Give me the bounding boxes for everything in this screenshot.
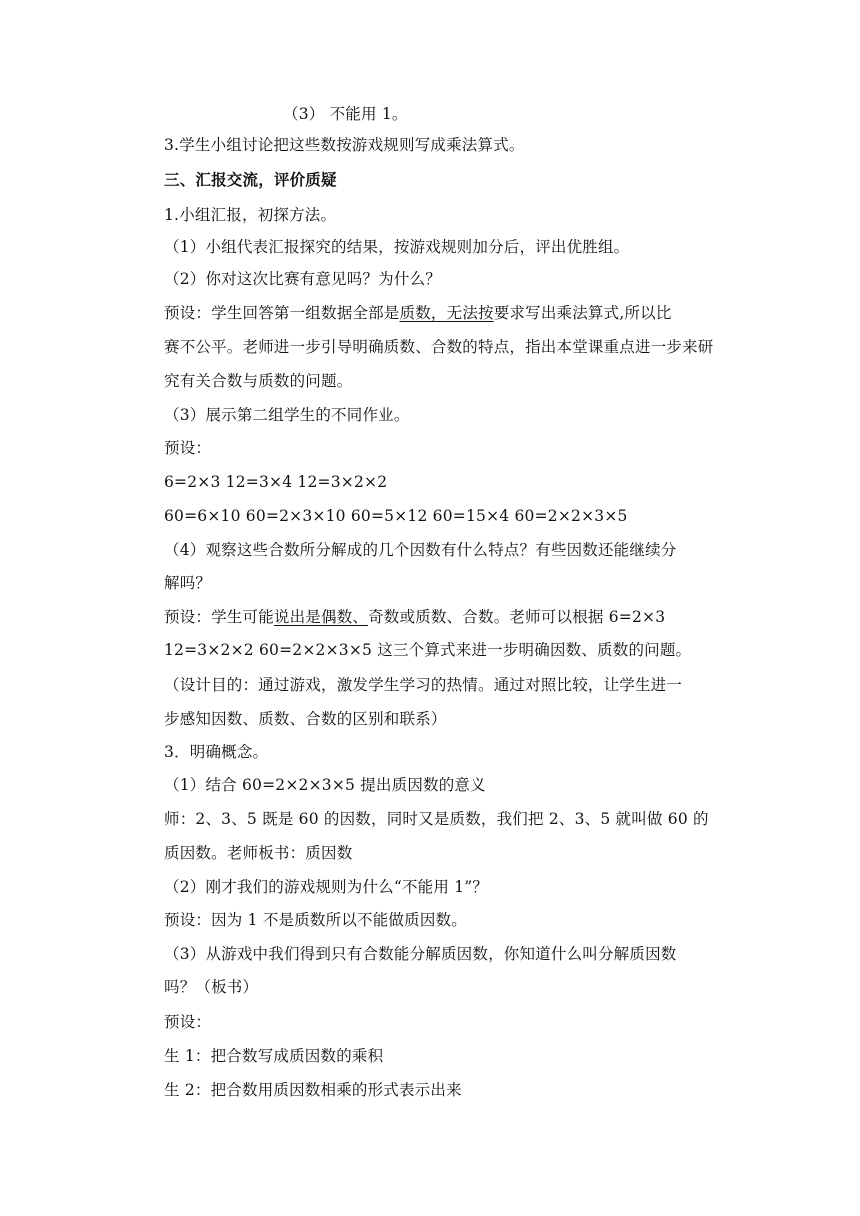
text-segment: 预设：学生回答第一组数据全部是: [164, 304, 400, 322]
paragraph-line: 预设：: [164, 1013, 212, 1031]
paragraph-line: 步感知因数、质数、合数的区别和联系）: [164, 710, 447, 728]
paragraph-line: （4）观察这些合数所分解成的几个因数有什么特点？有些因数还能继续分: [164, 541, 677, 559]
paragraph-line: 解吗？: [164, 574, 212, 592]
paragraph-line: 赛不公平。老师进一步引导明确质数、合数的特点，指出本堂课重点进一步来研: [164, 338, 714, 356]
text-segment: 要求写出乘法算式,所以比: [493, 304, 672, 322]
paragraph-line: （2）刚才我们的游戏规则为什么“不能用 1”？: [164, 878, 489, 896]
paragraph-line: 师：2、3、5 既是 60 的因数，同时又是质数，我们把 2、3、5 就叫做 60 的: [164, 810, 709, 828]
paragraph-line: （设计目的：通过游戏，激发学生学习的热情。通过对照比较，让学生进一: [164, 676, 683, 694]
paragraph-line: 究有关合数与质数的问题。: [164, 372, 353, 390]
paragraph-line: 吗？（板书）: [164, 978, 259, 996]
paragraph-line: 预设：因为 1 不是质数所以不能做质因数。: [164, 911, 467, 929]
step-1-heading: 1.小组汇报，初探方法。: [164, 206, 337, 224]
text-segment: 奇数或质数、合数。老师可以根据 6=2×3: [368, 608, 666, 626]
underlined-text: 说出是偶数、: [273, 608, 369, 626]
rule-item-3: （3） 不能用 1。: [283, 105, 408, 123]
paragraph-line: 12=3×2×2 60=2×2×3×5 这三个算式来进一步明确因数、质数的问题。: [164, 641, 692, 659]
paragraph-line: （2）你对这次比赛有意见吗？为什么？: [164, 270, 441, 288]
paragraph-line: 预设：: [164, 439, 212, 457]
equation-line: 60=6×10 60=2×3×10 60=5×12 60=15×4 60=2×2×3×5: [164, 507, 628, 525]
paragraph-line: （1）结合 60=2×2×3×5 提出质因数的意义: [164, 776, 486, 794]
paragraph-line: [164, 303, 672, 323]
underlined-text: 质数，无法按: [399, 304, 494, 322]
paragraph-line: （1）小组代表汇报探究的结果，按游戏规则加分后，评出优胜组。: [164, 238, 630, 256]
paragraph-line: （3）从游戏中我们得到只有合数能分解质因数，你知道什么叫分解质因数: [164, 945, 677, 963]
paragraph-line: 生 2：把合数用质因数相乘的形式表示出来: [164, 1081, 462, 1099]
step-3-heading: 3．明确概念。: [164, 743, 269, 761]
step-3-discussion: 3.学生小组讨论把这些数按游戏规则写成乘法算式。: [164, 136, 525, 154]
paragraph-line: 生 1：把合数写成质因数的乘积: [164, 1047, 384, 1065]
paragraph-line: [164, 607, 665, 627]
text-segment: 预设：学生可能: [164, 608, 274, 626]
paragraph-line: （3）展示第二组学生的不同作业。: [164, 406, 410, 424]
section-heading: 三、汇报交流，评价质疑: [164, 171, 337, 189]
equation-line: 6=2×3 12=3×4 12=3×2×2: [164, 473, 388, 491]
paragraph-line: 质因数。老师板书：质因数: [164, 844, 353, 862]
